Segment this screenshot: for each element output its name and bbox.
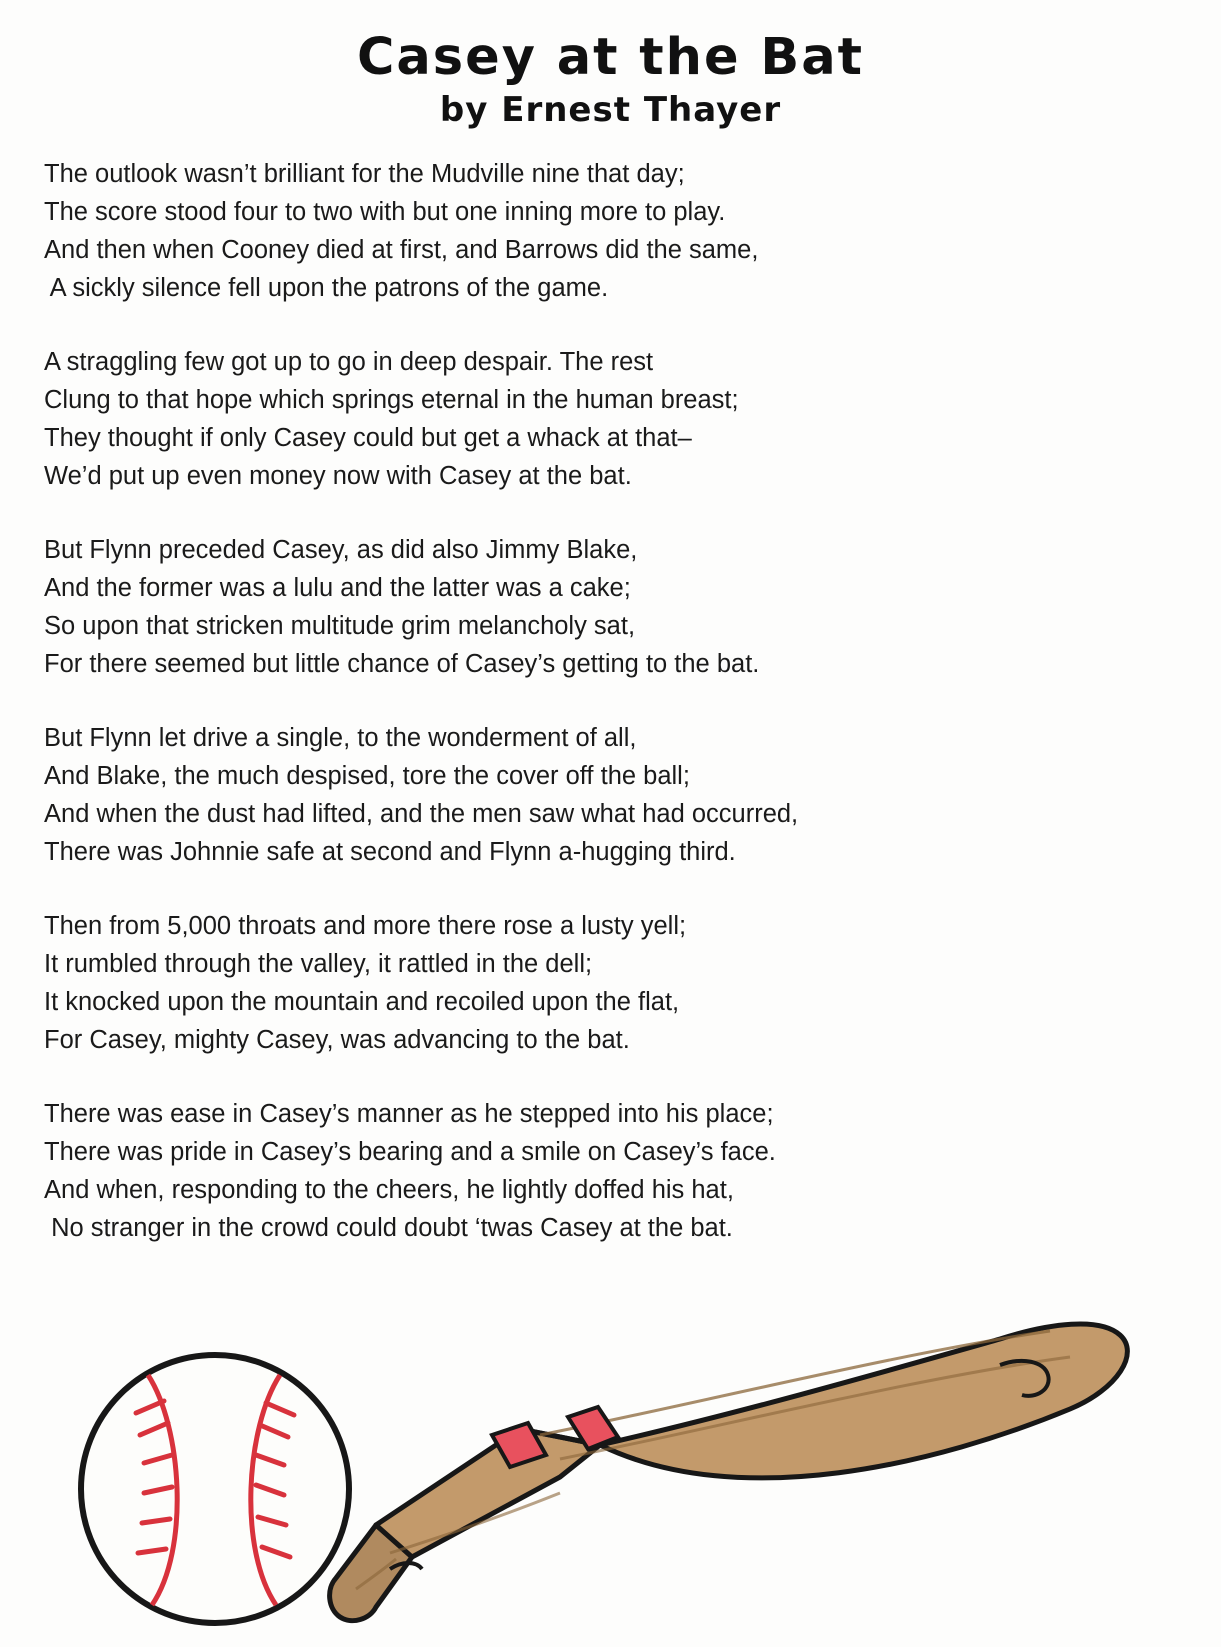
stanza [44,719,1181,871]
poem-line: And when the dust had lifted, and the men saw what had occurred, [44,800,799,829]
poem-line: So upon that stricken multitude grim melancholy sat, [44,612,636,641]
poem-line: But Flynn preceded Casey, as did also Jimmy Blake, [44,536,638,565]
author-byline: by Ernest Thayer [439,90,782,131]
poem-line: And Blake, the much despised, tore the cover off the ball; [44,762,690,791]
poem-line: And the former was a lulu and the latter was a cake; [44,574,631,603]
poem-line: For Casey, mighty Casey, was advancing to the bat. [44,1026,630,1055]
poem-line: And when, responding to the cheers, he lightly doffed his hat, [44,1176,734,1205]
poem-line: But Flynn let drive a single, to the wonderment of all, [44,724,637,753]
poem-line: The score stood four to two with but one inning more to play. [44,198,726,227]
baseball-icon [81,1355,349,1623]
poem-line: It knocked upon the mountain and recoiled upon the flat, [44,988,680,1017]
poem-line: There was pride in Casey’s bearing and a smile on Casey’s face. [44,1138,776,1167]
poem-line: A sickly silence fell upon the patrons of the game. [44,274,609,303]
stanza [44,343,1181,495]
stanza [44,907,1181,1059]
baseball-and-bat-illustration [40,1317,1180,1647]
stanza [44,1095,1181,1247]
poem-body [44,155,1181,1247]
poem-line: There was ease in Casey’s manner as he stepped into his place; [44,1100,774,1129]
poem-line: For there seemed but little chance of Casey’s getting to the bat. [44,650,760,679]
baseball-bat-icon [330,1324,1128,1621]
stanza [44,531,1181,683]
poem-line: Then from 5,000 throats and more there rose a lusty yell; [44,912,687,941]
poem-line: It rumbled through the valley, it rattled in the dell; [44,950,593,979]
poem-line: Clung to that hope which springs eternal in the human breast; [44,386,739,415]
poem-line: They thought if only Casey could but get a whack at that– [44,424,692,453]
page-title: Casey at the Bat [356,28,865,87]
poem-line: And then when Cooney died at first, and Barrows did the same, [44,236,759,265]
poem-line: The outlook wasn’t brilliant for the Mudville nine that day; [44,160,685,189]
poem-line: We’d put up even money now with Casey at the bat. [44,462,632,491]
stanza [44,155,1181,307]
poem-line: No stranger in the crowd could doubt ‘twas Casey at the bat. [44,1214,733,1243]
poem-line: A straggling few got up to go in deep despair. The rest [44,348,654,377]
poem-line: There was Johnnie safe at second and Flynn a-hugging third. [44,838,736,867]
